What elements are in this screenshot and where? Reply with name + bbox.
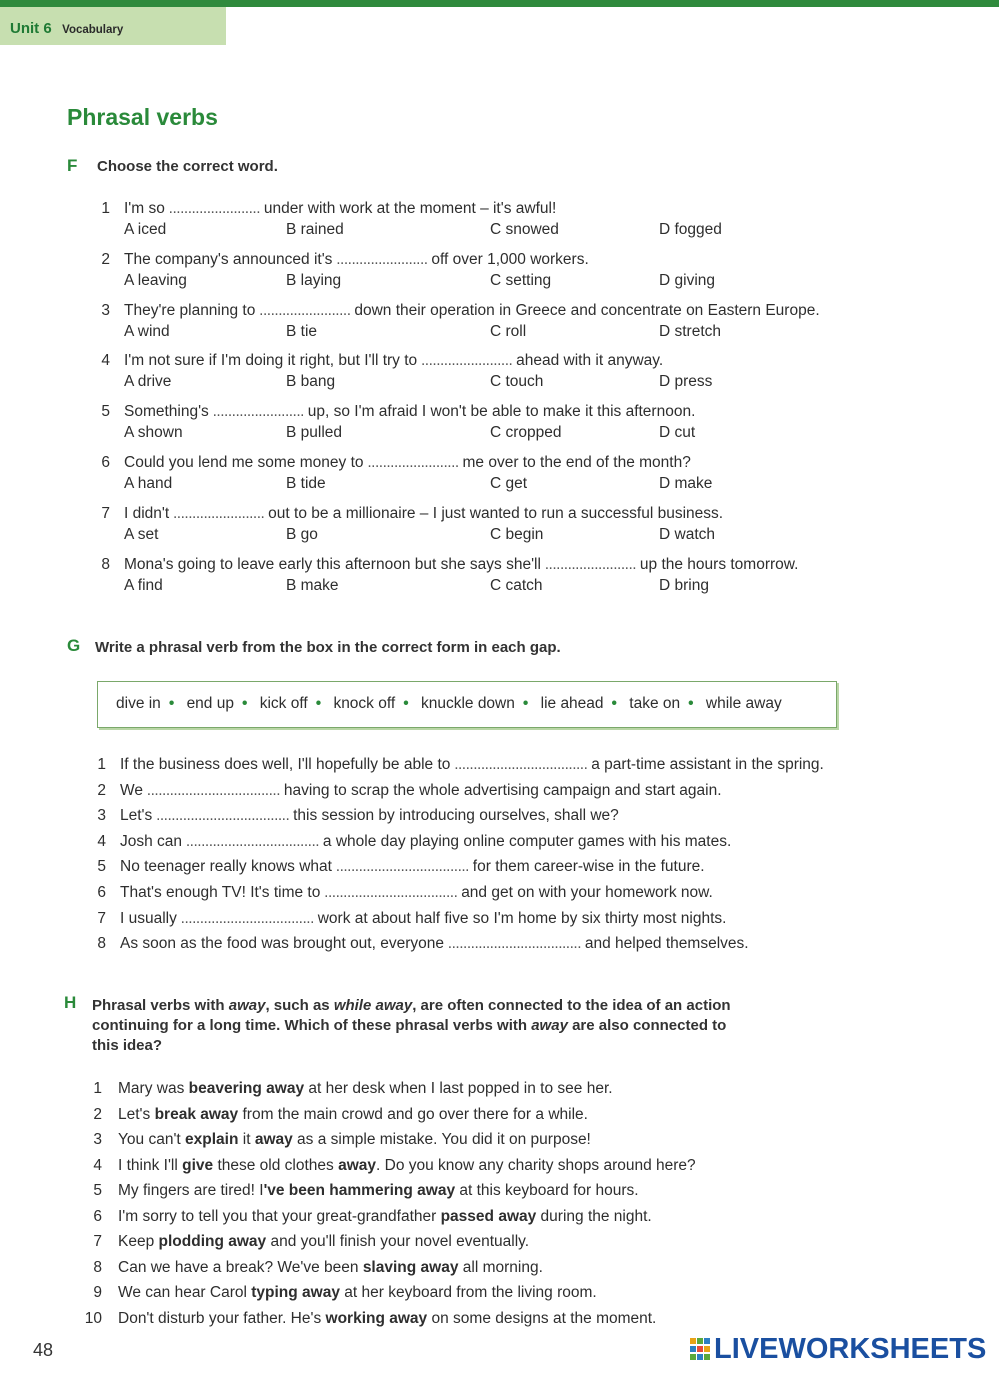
answer-gap[interactable]: ...................................	[444, 935, 585, 953]
sentence-part: Don't disturb your father. He's	[118, 1309, 326, 1327]
answer-option[interactable]: C touch	[490, 373, 544, 391]
bullet-icon: •	[241, 695, 248, 712]
question-number: 10	[84, 1309, 102, 1327]
section-g-instruction: Write a phrasal verb from the box in the correct form in each gap.	[95, 639, 561, 656]
answer-option[interactable]: D press	[659, 373, 713, 391]
sentence-text[interactable]	[118, 1310, 656, 1328]
question-text	[124, 556, 798, 574]
sentence-part: it	[238, 1131, 255, 1148]
question-after: down their operation in Greece and concentrate on Eastern Europe.	[354, 301, 820, 319]
sentence-part: at this keyboard for hours.	[455, 1182, 639, 1199]
answer-option[interactable]: A find	[124, 576, 163, 594]
question-after: and get on with your homework now.	[461, 884, 713, 901]
question-after: work at about half five so I'm home by six thirty most nights.	[317, 909, 727, 927]
question-text	[120, 884, 713, 902]
question-before: If the business does well, I'll hopefully be able to	[120, 756, 451, 773]
question-after: a part-time assistant in the spring.	[591, 756, 824, 773]
bullet-icon: •	[611, 695, 617, 712]
answer-option[interactable]: C begin	[490, 525, 544, 543]
question-before: No teenager really knows what	[120, 858, 332, 876]
answer-gap[interactable]: ...................................	[320, 884, 462, 901]
box-word: lie ahead	[540, 695, 604, 712]
answer-option[interactable]: C get	[490, 475, 528, 492]
question-text	[120, 833, 731, 851]
question-after: under with work at the moment – it's awful!	[263, 200, 557, 217]
answer-option[interactable]: D cut	[659, 424, 696, 442]
answer-option[interactable]: D fogged	[659, 221, 722, 238]
box-word: dive in	[116, 695, 161, 712]
question-text	[124, 352, 663, 370]
answer-option[interactable]: B pulled	[286, 424, 343, 442]
question-after: out to be a millionaire – I just wanted to run a successful business.	[268, 504, 724, 522]
answer-gap[interactable]: ........................	[332, 250, 432, 268]
page-title: Phrasal verbs	[67, 104, 218, 130]
question-before: Something's	[124, 403, 209, 421]
question-number: 6	[101, 454, 110, 471]
question-before: Mona's going to leave early this afternoon but she says she'll	[124, 555, 541, 573]
question-before: Could you lend me some money to	[124, 454, 364, 471]
answer-option[interactable]: B go	[286, 525, 318, 543]
question-before: The company's announced it's	[124, 250, 333, 268]
answer-gap[interactable]: ........................	[164, 200, 264, 217]
sentence-text[interactable]	[118, 1284, 597, 1302]
answer-gap[interactable]: ...................................	[152, 807, 294, 825]
sentence-part: Can we have a break? We've been	[118, 1258, 363, 1276]
phrasal-verb: working away	[325, 1309, 428, 1327]
answer-option[interactable]: B make	[286, 576, 339, 594]
sentence-part: My fingers are tired! I	[118, 1182, 264, 1199]
phrasal-verb: beavering away	[188, 1080, 305, 1097]
answer-option[interactable]: D watch	[659, 525, 715, 543]
question-number: 7	[97, 909, 106, 927]
answer-gap[interactable]: ........................	[169, 504, 269, 522]
answer-option[interactable]: B bang	[286, 373, 336, 391]
answer-gap[interactable]: ........................	[540, 555, 640, 573]
question-number: 6	[97, 884, 106, 901]
question-number: 5	[97, 858, 106, 876]
answer-option[interactable]: A drive	[124, 373, 172, 391]
phrasal-verb: slaving away	[362, 1258, 459, 1276]
answer-option[interactable]: A hand	[124, 475, 173, 492]
bullet-icon: •	[315, 695, 322, 712]
box-word: take on	[629, 695, 681, 712]
answer-option[interactable]: A shown	[124, 424, 183, 442]
question-number: 4	[97, 832, 106, 850]
unit-label: Unit 6	[10, 20, 52, 37]
question-number: 7	[93, 1233, 102, 1250]
answer-option[interactable]: C setting	[490, 271, 552, 289]
answer-option[interactable]: C roll	[490, 322, 527, 340]
question-before: I'm so	[124, 200, 165, 217]
box-word: kick off	[259, 695, 308, 712]
question-text	[120, 910, 726, 928]
sentence-part: . Do you know any charity shops around here?	[376, 1156, 696, 1174]
sentence-part: all morning.	[458, 1258, 543, 1276]
phrasal-verb: give	[182, 1156, 214, 1174]
answer-option[interactable]: C cropped	[490, 424, 562, 442]
answer-gap[interactable]: ...................................	[182, 832, 323, 850]
answer-option[interactable]: B tie	[286, 322, 318, 340]
sentence-part: and you'll finish your novel eventually.	[266, 1233, 530, 1250]
question-after: this session by introducing ourselves, shall we?	[293, 807, 619, 825]
question-number: 3	[101, 301, 110, 319]
box-word: while away	[705, 695, 782, 712]
question-after: and helped themselves.	[584, 935, 749, 953]
sentence-text[interactable]	[118, 1157, 696, 1175]
sentence-part: as a simple mistake. You did it on purpose!	[292, 1131, 591, 1148]
box-word: knuckle down	[420, 695, 515, 712]
question-after: me over to the end of the month?	[462, 454, 691, 471]
answer-option[interactable]: D make	[659, 475, 713, 492]
question-before: That's enough TV! It's time to	[120, 884, 321, 901]
sentence-part: these old clothes	[213, 1156, 339, 1174]
sentence-part: at her keyboard from the living room.	[339, 1284, 597, 1301]
answer-option[interactable]: B laying	[286, 271, 342, 289]
answer-gap[interactable]: ...................................	[142, 781, 284, 799]
section-f-letter: F	[67, 156, 78, 175]
answer-option[interactable]: A set	[124, 525, 159, 543]
sentence-part: during the night.	[536, 1207, 652, 1225]
question-number: 8	[101, 555, 110, 573]
question-after: a whole day playing online computer games with his mates.	[322, 832, 732, 850]
bullet-icon: •	[522, 695, 529, 712]
question-text	[120, 935, 749, 953]
answer-gap[interactable]: ........................	[208, 403, 308, 421]
answer-option[interactable]: D giving	[659, 271, 715, 289]
question-before: As soon as the food was brought out, everyone	[120, 935, 444, 953]
question-text	[124, 403, 695, 421]
answer-option[interactable]: A leaving	[124, 271, 187, 289]
question-after: ahead with it anyway.	[516, 352, 664, 370]
question-number: 4	[101, 352, 110, 370]
question-after: up, so I'm afraid I won't be able to make it this afternoon.	[307, 403, 696, 421]
phrasal-verb: 've been hammering away	[263, 1182, 456, 1199]
answer-gap[interactable]: ........................	[255, 301, 355, 319]
question-number: 2	[101, 250, 110, 268]
question-before: They're planning to	[124, 301, 256, 319]
question-number: 1	[101, 200, 110, 217]
sentence-part: on some designs at the moment.	[427, 1309, 657, 1327]
question-after: up the hours tomorrow.	[639, 555, 799, 573]
sentence-text[interactable]	[118, 1259, 543, 1277]
box-word: knock off	[333, 695, 396, 712]
phrasal-verb: plodding away	[158, 1233, 267, 1250]
question-number: 4	[93, 1156, 102, 1174]
question-after: for them career-wise in the future.	[472, 858, 705, 876]
sentence-text[interactable]	[118, 1131, 591, 1149]
question-number: 6	[93, 1207, 102, 1225]
question-text	[120, 756, 824, 774]
answer-gap[interactable]: ...................................	[331, 858, 473, 876]
question-text	[124, 200, 556, 218]
question-number: 8	[93, 1258, 102, 1276]
question-text	[124, 302, 820, 320]
page-number: 48	[33, 1340, 54, 1360]
question-number: 1	[97, 756, 106, 773]
answer-option[interactable]: D bring	[659, 576, 709, 594]
section-label: Vocabulary	[62, 24, 124, 36]
sentence-part: Let's	[118, 1105, 155, 1123]
answer-option[interactable]: B rained	[286, 221, 344, 238]
section-g-letter: G	[67, 636, 81, 655]
box-word: end up	[186, 695, 234, 712]
sentence-text[interactable]	[118, 1182, 639, 1200]
question-before: Josh can	[120, 832, 183, 850]
sentence-text[interactable]	[118, 1080, 613, 1098]
sentence-text[interactable]	[118, 1106, 588, 1124]
question-after: having to scrap the whole advertising campaign and start again.	[283, 781, 722, 799]
question-before: We	[120, 781, 143, 799]
brand-logo	[690, 1333, 986, 1366]
sentence-part: from the main crowd and go over there for a while.	[238, 1105, 588, 1123]
question-before: I didn't	[124, 504, 170, 522]
bullet-icon: •	[168, 695, 175, 712]
unit-tab	[0, 7, 226, 45]
sentence-part: Mary was	[118, 1080, 189, 1097]
sentence-part: I think I'll	[118, 1156, 183, 1174]
question-before: I usually	[120, 909, 177, 927]
answer-gap[interactable]: ........................	[363, 454, 463, 471]
answer-option[interactable]: C snowed	[490, 221, 559, 238]
question-text	[124, 251, 589, 269]
question-text	[120, 782, 722, 800]
question-number: 5	[93, 1182, 102, 1199]
question-before: Let's	[120, 807, 153, 825]
answer-option[interactable]: C catch	[490, 576, 543, 594]
sentence-part: at her desk when I last popped in to see her.	[304, 1080, 613, 1097]
question-number: 1	[93, 1080, 102, 1097]
phrasal-verb: typing away	[251, 1284, 340, 1301]
question-number: 3	[93, 1131, 102, 1148]
question-number: 3	[97, 807, 106, 825]
sentence-part: You can't	[118, 1131, 186, 1148]
question-text	[120, 807, 619, 825]
section-f-instruction: Choose the correct word.	[97, 158, 278, 175]
question-text	[124, 454, 691, 472]
answer-option[interactable]: A iced	[124, 221, 167, 238]
answer-option[interactable]: A wind	[124, 322, 170, 340]
question-number: 8	[97, 935, 106, 953]
header-bar	[0, 0, 999, 7]
section-h-letter: H	[64, 993, 77, 1012]
question-number: 2	[97, 781, 106, 799]
bullet-icon: •	[688, 695, 694, 712]
answer-option[interactable]: D stretch	[659, 322, 722, 340]
phrasal-verb: explain	[185, 1131, 239, 1148]
question-text	[124, 505, 723, 523]
section-h-instruction: Phrasal verbs with away, such as while away, are often connected to the idea of an action continuing for a long time. Which of these phrasal verbs with away are also connected to this idea?	[92, 997, 731, 1054]
bullet-icon: •	[403, 695, 409, 712]
answer-gap[interactable]: ........................	[417, 352, 517, 370]
answer-gap[interactable]: ...................................	[176, 909, 318, 927]
question-number: 9	[93, 1284, 102, 1301]
sentence-text[interactable]	[118, 1208, 652, 1226]
sentence-part: We can hear Carol	[118, 1284, 252, 1301]
word-box	[97, 681, 837, 728]
question-after: off over 1,000 workers.	[431, 250, 589, 268]
answer-option[interactable]: B tide	[286, 475, 326, 492]
sentence-text[interactable]	[118, 1233, 529, 1251]
liveworksheets-logo-icon	[690, 1338, 710, 1360]
question-number: 5	[101, 403, 110, 421]
brand-text: LIVEWORKSHEETS	[714, 1333, 987, 1365]
phrasal-verb: passed away	[440, 1207, 537, 1225]
question-number: 7	[101, 504, 110, 522]
sentence-part: Keep	[118, 1233, 159, 1250]
sentence-part: I'm sorry to tell you that your great-grandfather	[118, 1207, 441, 1225]
question-before: I'm not sure if I'm doing it right, but I'll try to	[124, 352, 418, 370]
phrasal-verb: away	[254, 1131, 293, 1148]
phrasal-verb: away	[338, 1156, 377, 1174]
phrasal-verb: break away	[154, 1105, 239, 1123]
question-text	[120, 858, 705, 876]
question-number: 2	[93, 1105, 102, 1123]
answer-gap[interactable]: ...................................	[450, 756, 592, 773]
